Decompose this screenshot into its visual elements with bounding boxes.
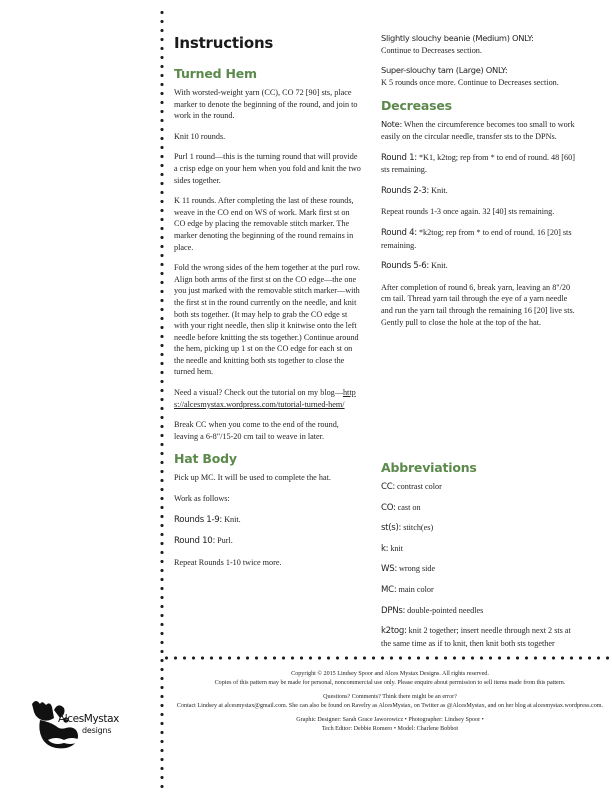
logo-name: AlcesMystax [58, 713, 119, 725]
contact-text: Contact Lindsey at alcesmystax@gmail.com. She can also be found on Ravelry as AlcesMystax, on Twitter as @AlcesMystax, and on her blog at alcesmystax.wordpress.com. [176, 702, 604, 709]
abbr-item [381, 543, 581, 556]
abbr-definition: knit [390, 543, 404, 553]
abbr-definition: contrast color [397, 482, 442, 491]
rounds-5-6-label: Rounds 5-6: [381, 261, 430, 272]
rounds-1-9 [174, 514, 362, 527]
tam-large-label: Super-slouchy tam (Large) ONLY: [381, 65, 508, 76]
round-1-text: *K1, k2tog; rep from * to end of round. 48 [60] sts remaining. [381, 152, 575, 175]
decreases-heading: Decreases [381, 98, 452, 114]
credits-line-1: Graphic Designer: Sarah Grace Jaworowicz • Photographer: Lindsey Spoor • [296, 717, 484, 724]
tam-large-text: K 5 rounds once more. Continue to Decreases section. [381, 77, 559, 87]
copyright-text: Copyright © 2015 Lindsey Spoor and Alces Mystax Designs. All rights reserved. [291, 671, 489, 677]
abbr-term: CC: [381, 482, 395, 492]
abbr-term: CO: [381, 502, 396, 513]
note-text: When the circumference becomes too small to work easily on the circular needle, transfer sts to the DPNs. [381, 120, 575, 141]
abbr-item [381, 481, 581, 494]
abbr-item [381, 625, 581, 649]
logo-sub: designs [82, 726, 112, 735]
abbr-definition: main color [398, 584, 434, 594]
abbr-term: st(s): [381, 523, 402, 534]
beanie-medium-label: Slightly slouchy beanie (Medium) ONLY: [381, 33, 534, 43]
page-title: Instructions [174, 34, 274, 52]
credits-line-2: Tech Editor: Debbie Romero • Model: Charlene Bobbot [321, 725, 459, 732]
turned-hem-heading: Turned Hem [174, 66, 257, 81]
abbr-item [381, 502, 581, 515]
questions-text: Questions? Comments? Think there might be an error? [323, 694, 457, 701]
round-10-text: Purl. [217, 536, 233, 546]
note-label: Note: [381, 119, 402, 130]
abbr-term: k2tog: [381, 626, 407, 637]
hat-body-para-3: Repeat Rounds 1-10 twice more. [174, 557, 282, 567]
abbr-term: WS: [381, 564, 397, 575]
rounds-2-3-text: Knit. [431, 185, 448, 195]
abbr-item [381, 563, 581, 576]
abbr-definition: double-pointed needles [407, 605, 484, 615]
repeat-rounds: Repeat rounds 1-3 once again. 32 [40] sts remaining. [381, 207, 555, 217]
abbr-definition: knit 2 together; insert needle through next 2 sts at the same time as if to knit, then knit both sts together [381, 626, 571, 648]
rounds-5-6 [381, 260, 581, 273]
round-4-text: *k2tog; rep from * to end of round. 16 [20] sts remaining. [381, 227, 572, 250]
tutorial-text: Need a visual? Check out the tutorial on my blog— [174, 388, 343, 398]
left-column [174, 34, 362, 577]
abbr-item [381, 605, 581, 618]
hat-body-para-2: Work as follows: [174, 494, 230, 504]
abbreviations-section [381, 460, 581, 657]
tutorial-paragraph [174, 387, 362, 410]
round-10-label: Round 10: [174, 536, 216, 547]
turned-hem-para-3: Purl 1 round—this is the turning round that will provide a crisp edge on your hem when you fold and knit the two sides together. [174, 152, 361, 185]
finishing-paragraph: After completion of round 6, break yarn, leaving an 8"/20 cm tail. Thread yarn tail through the eye of a yarn needle and run the yarn tail through the remaining 16 [20] live sts. Gently pull to close the hole at the top of the hat. [381, 282, 575, 327]
abbr-definition: stitch(es) [403, 523, 434, 533]
abbr-term: MC: [381, 584, 397, 595]
tam-large-note [381, 65, 581, 88]
round-4-label: Round 4: [381, 227, 417, 238]
hat-body-section [174, 451, 362, 568]
abbr-term: k: [381, 543, 389, 554]
hat-body-heading: Hat Body [174, 451, 237, 467]
rounds-2-3-label: Rounds 2-3: [381, 185, 430, 196]
rounds-5-6-text: Knit. [431, 261, 448, 271]
turned-hem-para-7: Break CC when you come to the end of the round, leaving a 6-8"/15-20 cm tail to weave in later. [174, 420, 339, 441]
turned-hem-para-1: With worsted-weight yarn (CC), CO 72 [90] sts, place marker to denote the beginning of the round, and join to work in the round. [174, 88, 358, 121]
abbr-item [381, 522, 581, 535]
copies-text: Copies of this pattern may be made for personal, noncommercial use only. Please enquire about permission to sell items made from this pattern. [214, 679, 566, 686]
turned-hem-para-4: K 11 rounds. After completing the last of these rounds, weave in the CO end on WS of work. Mark first st on CO edge by placing the removable stitch marker. The marker denoting the beginning of the round remains in place. [174, 196, 354, 252]
round-1-label: Round 1: [381, 152, 417, 163]
abbr-item [381, 584, 581, 597]
vertical-dotted-divider [160, 8, 164, 790]
round-1 [381, 152, 581, 176]
moose-mustache-logo-icon [26, 696, 136, 756]
round-10 [174, 535, 362, 548]
hat-body-para-1: Pick up MC. It will be used to complete the hat. [174, 473, 331, 483]
decreases-note [381, 119, 581, 142]
turned-hem-para-5: Fold the wrong sides of the hem together at the purl row. Align both arms of the first st on the CO edge—the one you just marked with the removable stitch marker—with the first st in the round currently on the needle, and knit both sts together. (It may help to grab the CO edge st with your right needle, then slip it knitwise onto the left needle before knitting the sts together.) Continue around the hem, picking up 1 st on the CO edge for each st on the needle and knitting both sts together to close the turned hem. [174, 263, 360, 377]
decreases-section [381, 98, 581, 328]
round-4 [381, 227, 581, 251]
rounds-1-9-text: Knit. [224, 514, 241, 524]
abbreviations-heading: Abbreviations [381, 460, 477, 475]
beanie-medium-text: Continue to Decreases section. [381, 45, 482, 55]
beanie-medium-note [381, 33, 581, 56]
rounds-2-3 [381, 185, 581, 198]
turned-hem-para-2: Knit 10 rounds. [174, 131, 226, 141]
abbr-definition: wrong side [399, 564, 436, 574]
tutorial-link[interactable]: https://alcesmystax.wordpress.com/tutorial-turned-hem/ [174, 388, 356, 409]
footer [170, 670, 610, 734]
right-column [381, 33, 581, 648]
abbr-definition: cast on [397, 502, 421, 512]
turned-hem-section [174, 66, 362, 442]
abbr-term: DPNs: [381, 605, 406, 616]
rounds-1-9-label: Rounds 1-9: [174, 514, 223, 525]
